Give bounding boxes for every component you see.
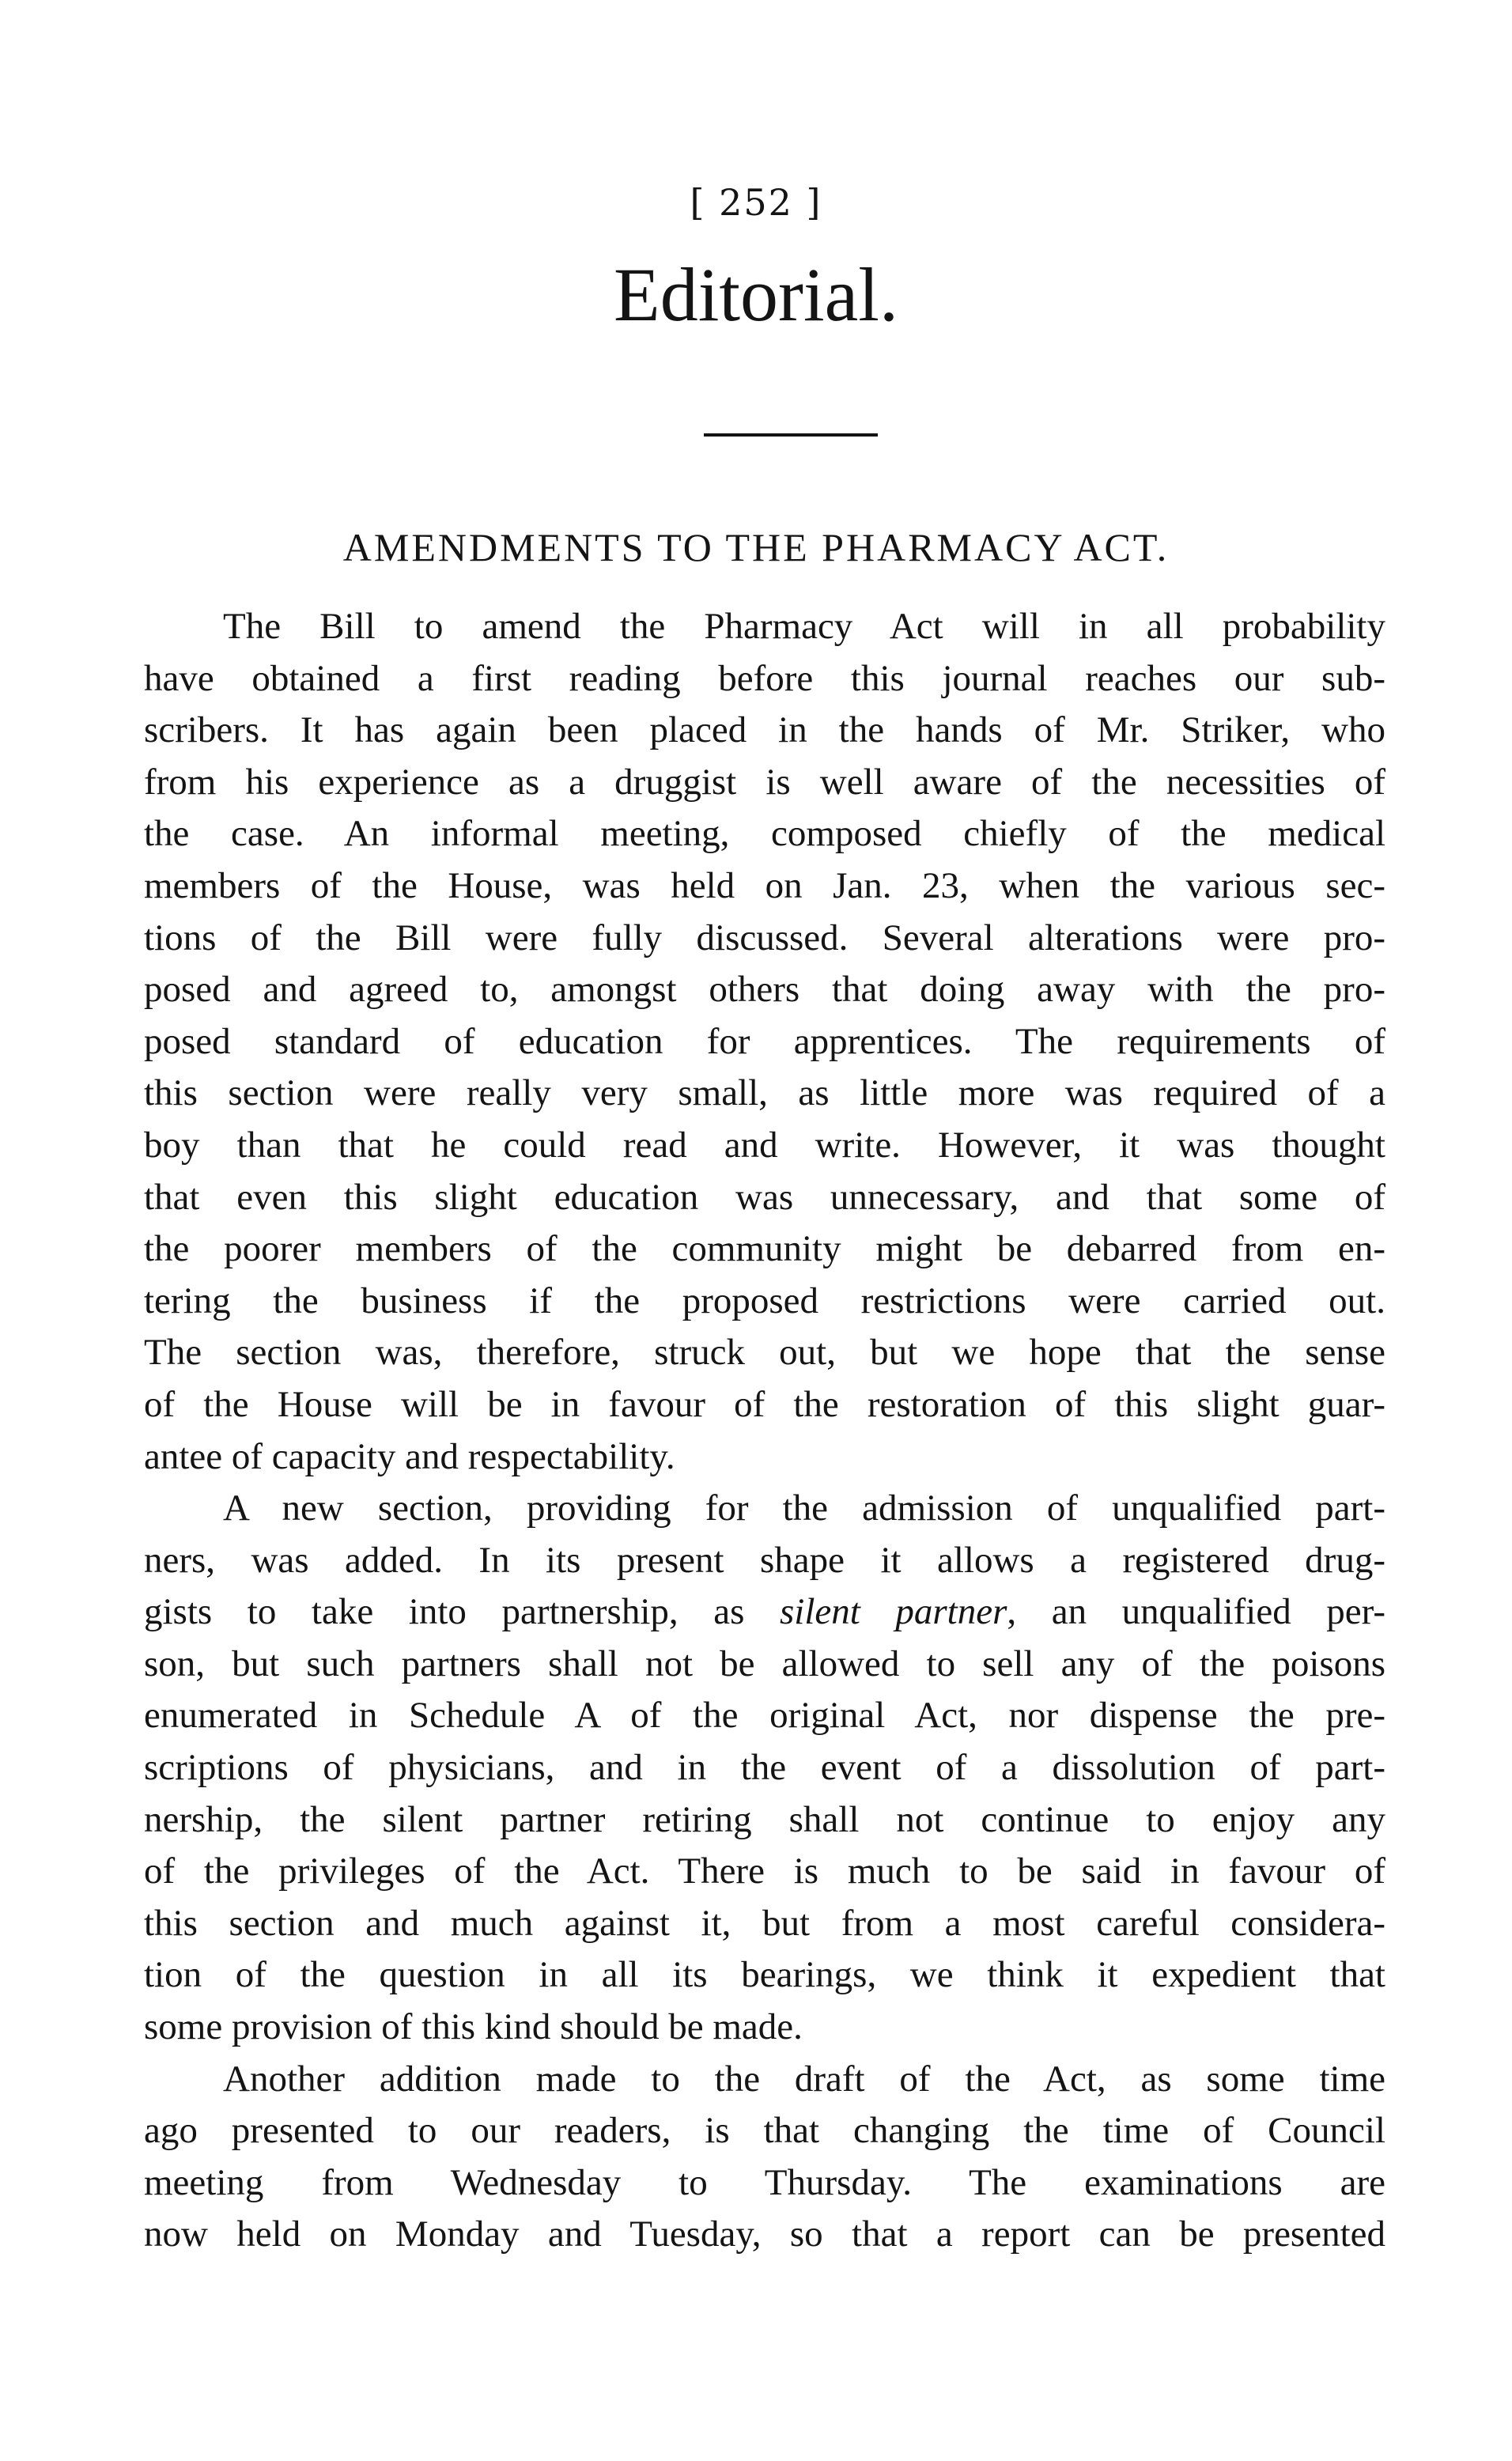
body-line: have obtained a first reading before this journal reaches our sub- (144, 657, 1385, 699)
article-title: AMENDMENTS TO THE PHARMACY ACT. (342, 525, 1170, 569)
body-line: from his experience as a druggist is well aware of the necessities of (144, 761, 1385, 803)
body-line: scribers. It has again been placed in the hands of Mr. Striker, who (144, 709, 1385, 751)
body-line: enumerated in Schedule A of the original Act, nor dispense the pre- (144, 1695, 1385, 1737)
page-number: [ 252 ] (690, 181, 822, 224)
body-line: ners, was added. In its present shape it allows a registered drug- (144, 1539, 1385, 1581)
body-line: tion of the question in all its bearings, we think it expedient that (144, 1954, 1385, 1996)
body-line: members of the House, was held on Jan. 23, when the various sec- (144, 864, 1385, 906)
body-line: meeting from Wednesday to Thursday. The examinations are (144, 2161, 1385, 2203)
italic-phrase: silent partner (779, 1591, 1007, 1633)
body-line: son, but such partners shall not be allowed to sell any of the poisons (144, 1643, 1385, 1684)
body-text-run: gists to take into partnership, as (144, 1591, 780, 1633)
body-line: A new section, providing for the admission of unqualified part- (223, 1488, 1385, 1529)
body-line: some provision of this kind should be made. (144, 2006, 803, 2048)
body-line: tering the business if the proposed restrictions were carried out. (144, 1280, 1385, 1321)
body-line: this section were really very small, as little more was required of a (144, 1072, 1385, 1114)
body-line: now held on Monday and Tuesday, so that a report can be presented (144, 2213, 1385, 2255)
body-line: The section was, therefore, struck out, but we hope that the sense (144, 1332, 1385, 1374)
body-line: scriptions of physicians, and in the event of a dissolution of part- (144, 1747, 1385, 1789)
section-title: Editorial. (614, 252, 898, 337)
body-line: The Bill to amend the Pharmacy Act will in all probability (223, 606, 1385, 647)
body-line: posed standard of education for apprentices. The requirements of (144, 1020, 1385, 1062)
body-text-run: , an unqualified per- (1007, 1591, 1385, 1633)
title-divider-rule (704, 433, 878, 437)
body-line: the poorer members of the community might be debarred from en- (144, 1228, 1385, 1270)
article-body (144, 601, 1385, 2261)
body-line: nership, the silent partner retiring shall not continue to enjoy any (144, 1798, 1385, 1840)
body-line: Another addition made to the draft of the Act, as some time (223, 2058, 1385, 2100)
body-line: this section and much against it, but from a most careful considera- (144, 1902, 1385, 1944)
body-line: posed and agreed to, amongst others that doing away with the pro- (144, 969, 1385, 1011)
body-line: of the House will be in favour of the restoration of this slight guar- (144, 1383, 1385, 1425)
body-line: tions of the Bill were fully discussed. Several alterations were pro- (144, 917, 1385, 958)
body-line: antee of capacity and respectability. (144, 1435, 675, 1477)
body-line (144, 1586, 1385, 1639)
body-line: ago presented to our readers, is that changing the time of Council (144, 2110, 1385, 2152)
body-line: of the privileges of the Act. There is much to be said in favour of (144, 1850, 1385, 1892)
body-line: the case. An informal meeting, composed chiefly of the medical (144, 813, 1385, 855)
body-line: that even this slight education was unnecessary, and that some of (144, 1176, 1385, 1218)
body-line: boy than that he could read and write. However, it was thought (144, 1124, 1385, 1166)
